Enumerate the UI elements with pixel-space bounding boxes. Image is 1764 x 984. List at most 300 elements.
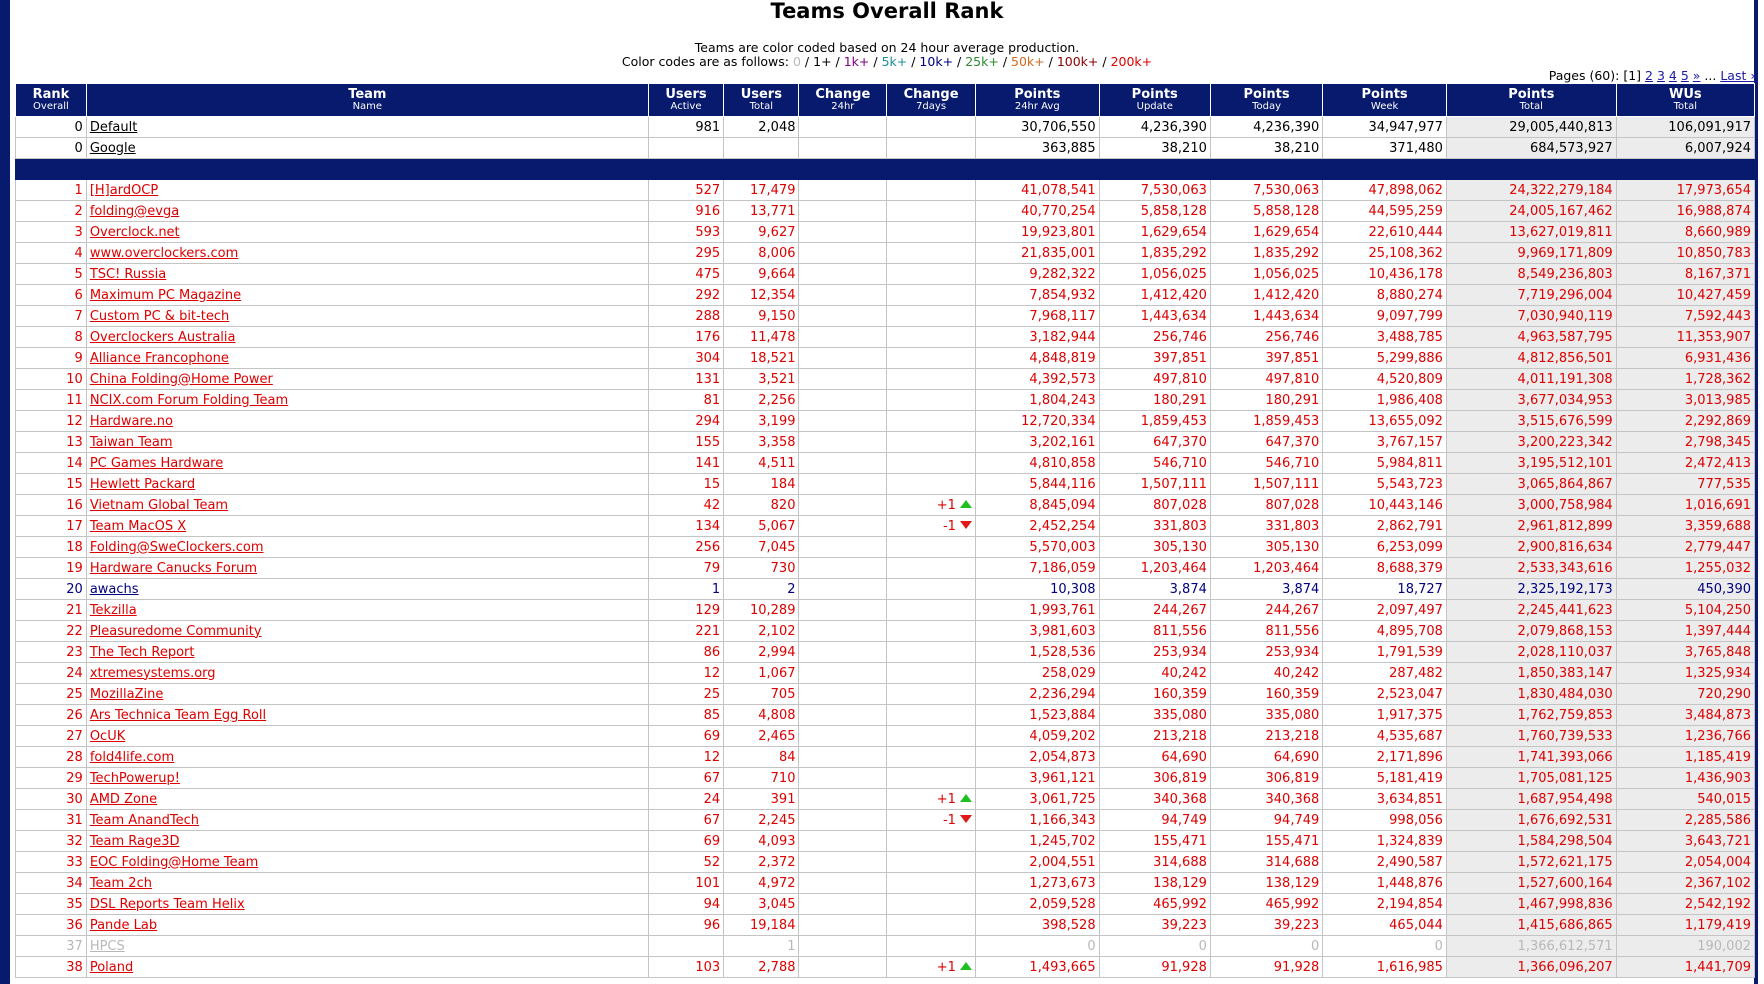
change-value: -1 [942, 518, 956, 534]
cell-users-active: 12 [648, 747, 723, 768]
cell-points-today: 180,291 [1210, 390, 1322, 411]
cell-change-24hr [799, 495, 887, 516]
cell-name [86, 873, 648, 894]
cell-change-7days [887, 117, 976, 138]
cell-users-total: 84 [724, 747, 799, 768]
cell-name [86, 243, 648, 264]
cell-points-update: 647,370 [1099, 432, 1210, 453]
cell-change-24hr [799, 432, 887, 453]
cell-name [86, 558, 648, 579]
team-link[interactable]: Overclock.net [89, 224, 180, 240]
page-link-2[interactable]: 2 [1645, 68, 1653, 83]
column-header-subtitle: Week [1370, 101, 1399, 112]
cell-points-week: 1,448,876 [1323, 873, 1447, 894]
team-link[interactable]: PC Games Hardware [89, 455, 224, 471]
cell-points-24hr-avg: 398,528 [975, 915, 1099, 936]
color-code-separator: / [953, 54, 966, 69]
cell-wus-total: 6,007,924 [1616, 138, 1754, 159]
cell-users-total: 3,521 [724, 369, 799, 390]
cell-users-total: 12,354 [724, 285, 799, 306]
table-row [16, 306, 1755, 327]
cell-users-total: 7,045 [724, 537, 799, 558]
cell-points-update: 1,835,292 [1099, 243, 1210, 264]
table-row [16, 768, 1755, 789]
cell-points-today: 64,690 [1210, 747, 1322, 768]
cell-rank: 12 [16, 411, 87, 432]
team-link[interactable]: EOC Folding@Home Team [89, 854, 259, 870]
cell-points-week: 1,324,839 [1323, 831, 1447, 852]
color-code-item: 0 [793, 54, 801, 69]
team-link[interactable]: Vietnam Global Team [89, 497, 229, 513]
cell-rank: 24 [16, 663, 87, 684]
color-code-separator: / [831, 54, 844, 69]
cell-change-24hr [799, 726, 887, 747]
cell-points-today: 331,803 [1210, 516, 1322, 537]
cell-points-total: 1,527,600,164 [1446, 873, 1616, 894]
cell-name [86, 957, 648, 978]
cell-change-7days [887, 768, 976, 789]
color-code-item: 5k+ [881, 54, 908, 69]
team-link[interactable]: Google [89, 140, 136, 156]
cell-wus-total: 2,779,447 [1616, 537, 1754, 558]
cell-change-24hr [799, 390, 887, 411]
cell-wus-total: 8,167,371 [1616, 264, 1754, 285]
column-header[interactable] [975, 84, 1099, 117]
cell-name [86, 411, 648, 432]
cell-change-7days [887, 747, 976, 768]
cell-change-7days [887, 285, 976, 306]
cell-points-24hr-avg: 10,308 [975, 579, 1099, 600]
cell-users-total: 2 [724, 579, 799, 600]
cell-points-update: 155,471 [1099, 831, 1210, 852]
cell-points-24hr-avg: 1,166,343 [975, 810, 1099, 831]
column-header-title: Users [665, 87, 707, 102]
cell-points-today: 94,749 [1210, 810, 1322, 831]
cell-points-update: 4,236,390 [1099, 117, 1210, 138]
cell-wus-total: 777,535 [1616, 474, 1754, 495]
cell-points-24hr-avg: 41,078,541 [975, 180, 1099, 201]
table-row [16, 453, 1755, 474]
cell-wus-total: 2,285,586 [1616, 810, 1754, 831]
cell-points-today: 160,359 [1210, 684, 1322, 705]
cell-points-today: 306,819 [1210, 768, 1322, 789]
cell-rank: 34 [16, 873, 87, 894]
team-link[interactable]: NCIX.com Forum Folding Team [89, 392, 289, 408]
team-link[interactable]: HPCS [89, 938, 125, 954]
cell-rank: 29 [16, 768, 87, 789]
cell-wus-total: 16,988,874 [1616, 201, 1754, 222]
column-header[interactable] [1323, 84, 1447, 117]
cell-change-24hr [799, 663, 887, 684]
cell-points-24hr-avg: 3,061,725 [975, 789, 1099, 810]
cell-points-total: 1,830,484,030 [1446, 684, 1616, 705]
cell-name [86, 432, 648, 453]
cell-change-24hr [799, 705, 887, 726]
cell-points-total: 4,011,191,308 [1446, 369, 1616, 390]
cell-points-24hr-avg: 1,993,761 [975, 600, 1099, 621]
column-header-title: Change [815, 87, 871, 102]
cell-points-week: 2,097,497 [1323, 600, 1447, 621]
cell-points-week: 1,616,985 [1323, 957, 1447, 978]
cell-points-update: 180,291 [1099, 390, 1210, 411]
cell-points-update: 39,223 [1099, 915, 1210, 936]
cell-wus-total: 2,054,004 [1616, 852, 1754, 873]
cell-change-7days [887, 957, 976, 978]
team-link[interactable]: China Folding@Home Power [89, 371, 273, 387]
cell-points-today: 40,242 [1210, 663, 1322, 684]
cell-wus-total: 1,325,934 [1616, 663, 1754, 684]
cell-points-week: 3,767,157 [1323, 432, 1447, 453]
cell-points-today: 1,835,292 [1210, 243, 1322, 264]
cell-name [86, 537, 648, 558]
cell-change-24hr [799, 537, 887, 558]
team-link[interactable]: DSL Reports Team Helix [89, 896, 245, 912]
cell-points-today: 7,530,063 [1210, 180, 1322, 201]
arrow-up-icon [960, 794, 972, 802]
cell-users-active: 134 [648, 516, 723, 537]
change-value: +1 [936, 959, 956, 975]
cell-name [86, 726, 648, 747]
page-link-last[interactable]: Last » [1720, 68, 1758, 83]
column-header[interactable] [86, 84, 648, 117]
cell-rank: 17 [16, 516, 87, 537]
cell-points-total: 4,963,587,795 [1446, 327, 1616, 348]
cell-points-week: 1,986,408 [1323, 390, 1447, 411]
cell-rank: 23 [16, 642, 87, 663]
cell-users-total: 4,093 [724, 831, 799, 852]
cell-users-total: 4,808 [724, 705, 799, 726]
column-header-subtitle: Total [1519, 101, 1543, 112]
team-link[interactable]: Overclockers Australia [89, 329, 236, 345]
cell-change-7days [887, 138, 976, 159]
cell-points-today: 213,218 [1210, 726, 1322, 747]
column-header-subtitle: Total [1673, 101, 1697, 112]
team-link[interactable]: Custom PC & bit-tech [89, 308, 230, 324]
cell-points-24hr-avg: 9,282,322 [975, 264, 1099, 285]
team-link[interactable]: MozillaZine [89, 686, 164, 702]
cell-name [86, 474, 648, 495]
team-link[interactable]: Team AnandTech [89, 812, 200, 828]
cell-points-today: 91,928 [1210, 957, 1322, 978]
page-link-5[interactable]: 5 [1680, 68, 1689, 83]
cell-change-24hr [799, 201, 887, 222]
cell-wus-total: 1,016,691 [1616, 495, 1754, 516]
team-link[interactable]: xtremesystems.org [89, 665, 216, 681]
team-link[interactable]: The Tech Report [89, 644, 195, 660]
cell-users-active: 69 [648, 831, 723, 852]
cell-users-total: 4,972 [724, 873, 799, 894]
team-link[interactable]: www.overclockers.com [89, 245, 239, 261]
column-header-subtitle: Update [1136, 101, 1173, 112]
table-row [16, 579, 1755, 600]
team-link[interactable]: TSC! Russia [89, 266, 167, 282]
team-link[interactable]: AMD Zone [89, 791, 158, 807]
cell-points-update: 91,928 [1099, 957, 1210, 978]
color-code-description: Teams are color coded based on 24 hour average production. [694, 40, 1080, 55]
cell-name [86, 894, 648, 915]
cell-points-24hr-avg: 3,981,603 [975, 621, 1099, 642]
cell-points-total: 3,000,758,984 [1446, 495, 1616, 516]
cell-points-total: 1,705,081,125 [1446, 768, 1616, 789]
table-row [16, 600, 1755, 621]
team-link[interactable]: Tekzilla [89, 602, 137, 618]
cell-users-active: 1 [648, 579, 723, 600]
cell-users-active: 79 [648, 558, 723, 579]
cell-points-24hr-avg: 4,810,858 [975, 453, 1099, 474]
table-row [16, 495, 1755, 516]
table-row [16, 180, 1755, 201]
column-header-subtitle: Total [749, 101, 773, 112]
cell-points-update: 331,803 [1099, 516, 1210, 537]
table-row [16, 117, 1755, 138]
column-header[interactable] [724, 84, 799, 117]
cell-rank: 30 [16, 789, 87, 810]
arrow-down-icon [960, 815, 972, 823]
cell-users-total: 17,479 [724, 180, 799, 201]
cell-points-today: 1,056,025 [1210, 264, 1322, 285]
cell-rank: 27 [16, 726, 87, 747]
column-header[interactable] [1099, 84, 1210, 117]
cell-users-total: 710 [724, 768, 799, 789]
cell-users-total: 184 [724, 474, 799, 495]
column-header[interactable] [887, 84, 976, 117]
cell-change-7days [887, 411, 976, 432]
team-link[interactable]: Default [89, 119, 138, 135]
cell-users-total: 19,184 [724, 915, 799, 936]
cell-users-active: 304 [648, 348, 723, 369]
table-row [16, 957, 1755, 978]
team-link[interactable]: Pande Lab [89, 917, 158, 933]
cell-points-week: 2,490,587 [1323, 852, 1447, 873]
cell-users-active: 94 [648, 894, 723, 915]
cell-rank: 14 [16, 453, 87, 474]
cell-change-7days [887, 873, 976, 894]
cell-change-24hr [799, 579, 887, 600]
team-link[interactable]: TechPowerup! [89, 770, 180, 786]
change-value: -1 [942, 812, 956, 828]
team-link[interactable]: Hardware.no [89, 413, 173, 429]
column-header[interactable] [799, 84, 887, 117]
table-row [16, 516, 1755, 537]
cell-wus-total: 5,104,250 [1616, 600, 1754, 621]
cell-points-update: 465,992 [1099, 894, 1210, 915]
team-link[interactable]: fold4life.com [89, 749, 175, 765]
cell-points-week: 2,194,854 [1323, 894, 1447, 915]
page-link-3[interactable]: 3 [1656, 68, 1665, 83]
cell-change-24hr [799, 327, 887, 348]
arrow-up-icon [960, 500, 972, 508]
cell-users-active: 288 [648, 306, 723, 327]
cell-points-total: 4,812,856,501 [1446, 348, 1616, 369]
cell-points-week: 1,791,539 [1323, 642, 1447, 663]
cell-change-7days [887, 348, 976, 369]
cell-points-update: 1,056,025 [1099, 264, 1210, 285]
cell-name [86, 222, 648, 243]
cell-change-7days [887, 810, 976, 831]
team-link[interactable]: Taiwan Team [89, 434, 173, 450]
cell-change-24hr [799, 306, 887, 327]
cell-points-24hr-avg: 1,804,243 [975, 390, 1099, 411]
cell-points-update: 305,130 [1099, 537, 1210, 558]
cell-wus-total: 11,353,907 [1616, 327, 1754, 348]
cell-users-total: 3,199 [724, 411, 799, 432]
cell-change-24hr [799, 936, 887, 957]
column-header[interactable] [1616, 84, 1754, 117]
cell-change-24hr [799, 243, 887, 264]
cell-users-active: 221 [648, 621, 723, 642]
team-link[interactable]: Team 2ch [89, 875, 152, 891]
cell-points-update: 213,218 [1099, 726, 1210, 747]
cell-rank: 4 [16, 243, 87, 264]
column-header[interactable] [1446, 84, 1616, 117]
cell-change-7days [887, 369, 976, 390]
cell-points-update: 1,443,634 [1099, 306, 1210, 327]
cell-users-active: 42 [648, 495, 723, 516]
cell-points-24hr-avg: 7,854,932 [975, 285, 1099, 306]
cell-points-24hr-avg: 2,452,254 [975, 516, 1099, 537]
cell-points-update: 1,203,464 [1099, 558, 1210, 579]
cell-wus-total: 2,542,192 [1616, 894, 1754, 915]
cell-change-24hr [799, 180, 887, 201]
cell-users-total: 2,788 [724, 957, 799, 978]
cell-change-24hr [799, 747, 887, 768]
cell-change-7days [887, 915, 976, 936]
column-header-title: WUs [1669, 87, 1702, 102]
cell-change-24hr [799, 222, 887, 243]
cell-name [86, 516, 648, 537]
team-link[interactable]: Alliance Francophone [89, 350, 229, 366]
cell-rank: 11 [16, 390, 87, 411]
color-code-item: 50k+ [1011, 54, 1045, 69]
cell-points-today: 1,507,111 [1210, 474, 1322, 495]
color-code-legend [0, 54, 1764, 69]
cell-users-total [724, 138, 799, 159]
column-header[interactable] [16, 84, 87, 117]
cell-points-week: 34,947,977 [1323, 117, 1447, 138]
team-link[interactable]: Maximum PC Magazine [89, 287, 242, 303]
cell-change-7days [887, 390, 976, 411]
cell-points-24hr-avg: 30,706,550 [975, 117, 1099, 138]
cell-points-24hr-avg: 4,392,573 [975, 369, 1099, 390]
cell-points-total: 1,467,998,836 [1446, 894, 1616, 915]
column-header-title: Points [1243, 87, 1290, 102]
cell-rank: 25 [16, 684, 87, 705]
cell-change-24hr [799, 621, 887, 642]
cell-points-24hr-avg: 0 [975, 936, 1099, 957]
cell-points-24hr-avg: 40,770,254 [975, 201, 1099, 222]
change-value: +1 [936, 791, 956, 807]
cell-users-active: 103 [648, 957, 723, 978]
cell-name [86, 138, 648, 159]
team-link[interactable]: awachs [89, 581, 139, 597]
cell-users-active [648, 138, 723, 159]
cell-points-today: 0 [1210, 936, 1322, 957]
cell-wus-total: 8,660,989 [1616, 222, 1754, 243]
cell-name [86, 201, 648, 222]
cell-points-24hr-avg: 3,182,944 [975, 327, 1099, 348]
team-link[interactable]: OcUK [89, 728, 126, 744]
table-row [16, 369, 1755, 390]
cell-points-today: 1,443,634 [1210, 306, 1322, 327]
table-row [16, 894, 1755, 915]
team-link[interactable]: folding@evga [89, 203, 180, 219]
cell-points-24hr-avg: 5,844,116 [975, 474, 1099, 495]
cell-points-update: 1,412,420 [1099, 285, 1210, 306]
cell-points-week: 2,862,791 [1323, 516, 1447, 537]
cell-points-total: 1,741,393,066 [1446, 747, 1616, 768]
page-link-next[interactable]: » [1692, 68, 1701, 83]
cell-rank: 6 [16, 285, 87, 306]
cell-points-today: 1,859,453 [1210, 411, 1322, 432]
cell-points-update: 5,858,128 [1099, 201, 1210, 222]
cell-points-week: 3,634,851 [1323, 789, 1447, 810]
cell-name [86, 936, 648, 957]
pagination-current: [1] [1623, 68, 1642, 83]
cell-wus-total: 720,290 [1616, 684, 1754, 705]
cell-name [86, 495, 648, 516]
cell-users-total: 820 [724, 495, 799, 516]
cell-points-today: 1,629,654 [1210, 222, 1322, 243]
cell-points-week: 371,480 [1323, 138, 1447, 159]
cell-change-24hr [799, 915, 887, 936]
cell-wus-total: 2,292,869 [1616, 411, 1754, 432]
cell-name [86, 663, 648, 684]
team-link[interactable]: Team Rage3D [89, 833, 180, 849]
team-link[interactable]: Pleasuredome Community [89, 623, 262, 639]
cell-name [86, 117, 648, 138]
cell-change-24hr [799, 285, 887, 306]
column-header-title: Points [1131, 87, 1178, 102]
column-header[interactable] [1210, 84, 1322, 117]
team-link[interactable]: Folding@SweClockers.com [89, 539, 264, 555]
cell-points-update: 38,210 [1099, 138, 1210, 159]
table-row [16, 222, 1755, 243]
cell-users-total: 9,150 [724, 306, 799, 327]
cell-points-update: 314,688 [1099, 852, 1210, 873]
cell-points-total: 7,030,940,119 [1446, 306, 1616, 327]
team-link[interactable]: Poland [89, 959, 134, 975]
cell-points-week: 44,595,259 [1323, 201, 1447, 222]
cell-wus-total: 2,472,413 [1616, 453, 1754, 474]
cell-points-today: 314,688 [1210, 852, 1322, 873]
cell-name [86, 789, 648, 810]
cell-users-active: 69 [648, 726, 723, 747]
cell-change-7days [887, 537, 976, 558]
team-link[interactable]: Ars Technica Team Egg Roll [89, 707, 267, 723]
table-row [16, 285, 1755, 306]
cell-users-total: 1 [724, 936, 799, 957]
column-header[interactable] [648, 84, 723, 117]
cell-users-active: 916 [648, 201, 723, 222]
cell-points-update: 306,819 [1099, 768, 1210, 789]
cell-users-active: 12 [648, 663, 723, 684]
cell-users-active: 15 [648, 474, 723, 495]
cell-change-24hr [799, 768, 887, 789]
team-link[interactable]: Hewlett Packard [89, 476, 196, 492]
cell-rank: 20 [16, 579, 87, 600]
team-link[interactable]: Team MacOS X [89, 518, 187, 534]
cell-wus-total: 1,236,766 [1616, 726, 1754, 747]
team-link[interactable]: [H]ardOCP [89, 182, 159, 198]
page-link-4[interactable]: 4 [1668, 68, 1677, 83]
team-link[interactable]: Hardware Canucks Forum [89, 560, 258, 576]
cell-rank: 15 [16, 474, 87, 495]
table-row [16, 138, 1755, 159]
cell-points-week: 13,655,092 [1323, 411, 1447, 432]
cell-points-update: 1,629,654 [1099, 222, 1210, 243]
cell-change-7days [887, 201, 976, 222]
cell-name [86, 684, 648, 705]
